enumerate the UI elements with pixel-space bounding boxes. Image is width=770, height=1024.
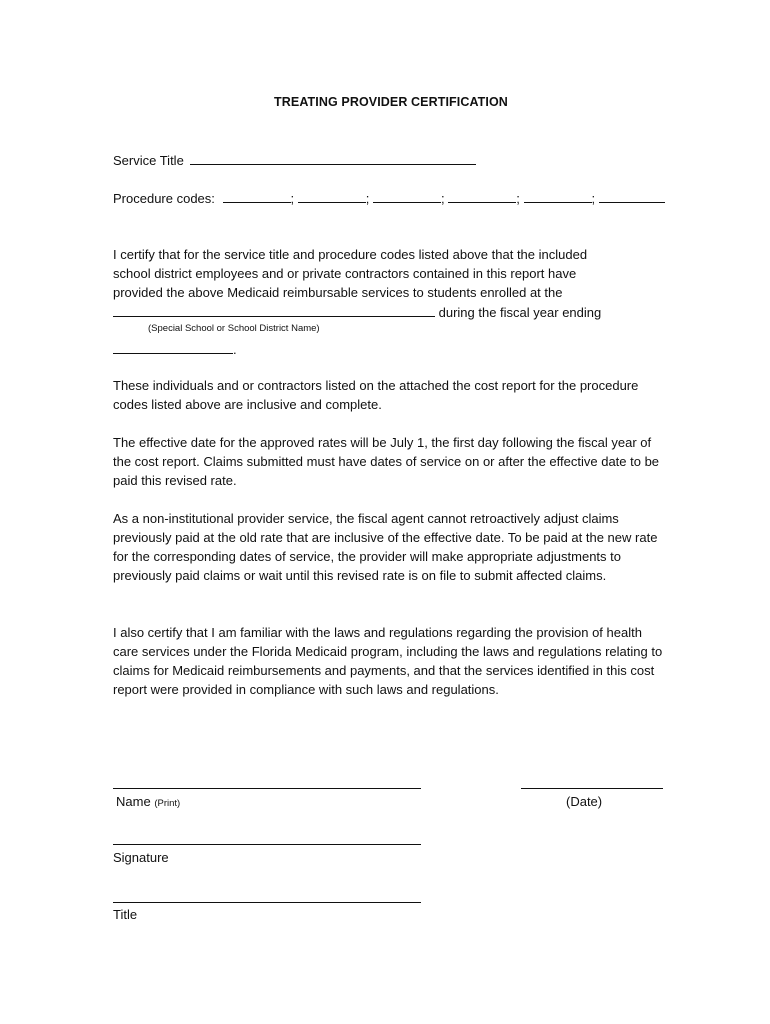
procedure-separator: ; <box>290 191 295 206</box>
name-label-row <box>116 794 180 809</box>
fiscal-year-text: during the fiscal year ending <box>438 305 602 320</box>
procedure-codes-label: Procedure codes: <box>113 191 215 206</box>
retroactive-paragraph: As a non-institutional provider service, the fiscal agent cannot retroactively adjust claims previously paid at the old rate that are inclusive of the effective date. To be paid at the new rate for the corresponding dates of service, the provider will make appropriate adjustments to previously paid claims or wait until this revised rate is on file to submit affected claims. <box>113 511 658 583</box>
service-title-field[interactable] <box>190 152 476 165</box>
service-title-label: Service Title <box>113 153 184 168</box>
procedure-code-field-3[interactable] <box>373 190 441 203</box>
effective-date-paragraph: The effective date for the approved rates will be July 1, the first day following the fiscal year of the cost report. Claims submitted must have dates of service on or after the effective date to be paid this revised rate. <box>113 435 660 488</box>
cert-line-2: school district employees and or private contractors contained in this report have <box>113 266 577 281</box>
school-name-field[interactable] <box>113 304 435 317</box>
procedure-separator: ; <box>591 191 596 206</box>
compliance-paragraph: I also certify that I am familiar with the laws and regulations regarding the provision of health care services under the Florida Medicaid program, including the laws and regulations relating to claims for Medicaid reimbursements and payments, and that the services identified in this cost report were provided in compliance with such laws and regulations. <box>113 625 663 697</box>
procedure-code-field-2[interactable] <box>298 190 366 203</box>
procedure-code-field-4[interactable] <box>448 190 516 203</box>
signature-line[interactable] <box>113 844 421 845</box>
procedure-separator: ; <box>441 191 445 206</box>
procedure-code-field-5[interactable] <box>524 190 592 203</box>
cert-line-3: provided the above Medicaid reimbursable services to students enrolled at the <box>113 285 563 300</box>
procedure-separator: ; <box>516 191 520 206</box>
procedure-code-field-1[interactable] <box>223 190 291 203</box>
inclusive-paragraph: These individuals and or contractors listed on the attached the cost report for the procedure codes listed above are inclusive and complete. <box>113 378 639 412</box>
title-line[interactable] <box>113 902 421 903</box>
signature-label: Signature <box>113 850 169 865</box>
name-print-note: (Print) <box>154 798 181 809</box>
procedure-codes-row <box>113 190 665 206</box>
title-label: Title <box>113 907 138 922</box>
name-line[interactable] <box>113 788 421 789</box>
school-name-caption: (Special School or School District Name) <box>148 323 320 334</box>
procedure-code-field-6[interactable] <box>599 190 665 203</box>
date-label: (Date) <box>566 794 603 809</box>
name-label: Name <box>116 794 151 809</box>
cert-line-5 <box>113 341 237 357</box>
cert-line-1: I certify that for the service title and procedure codes listed above that the included <box>113 247 588 262</box>
service-title-row <box>113 152 476 168</box>
date-line[interactable] <box>521 788 663 789</box>
procedure-separator: ; <box>365 191 370 206</box>
period: . <box>233 342 237 357</box>
page-title: TREATING PROVIDER CERTIFICATION <box>274 95 508 109</box>
fiscal-year-end-field[interactable] <box>113 341 233 354</box>
cert-line-4 <box>113 304 601 320</box>
